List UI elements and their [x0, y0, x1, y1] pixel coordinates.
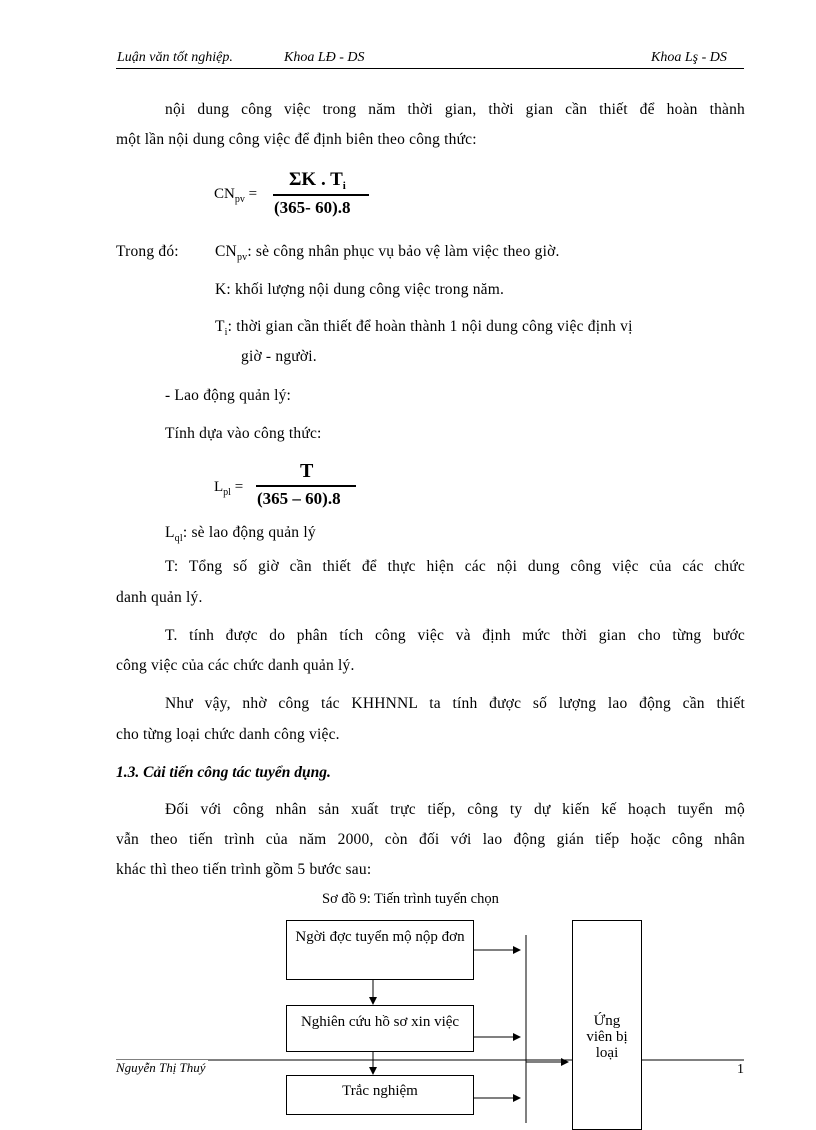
rec-line2: vẫn theo tiến trình của năm 2000, còn đối với lao động gián tiếp hoặc công nhân [116, 831, 745, 848]
p1-line1: nội dung công việc trong năm thời gian, thời gian cần thiết để hoàn thành [165, 101, 745, 118]
mgmt-formula-intro: Tính dựa vào công thức: [165, 425, 322, 442]
t-calc-line1: T. tính được do phân tích công việc và định mức thời gian cho từng bước [165, 627, 745, 644]
formula2-numerator: T [300, 460, 314, 482]
khhnnl-line1: Như vậy, nhờ công tác KHHNNL ta tính được số lượng lao động cần thiết [165, 695, 745, 712]
header-center-title: Khoa LĐ - DS [284, 50, 365, 65]
lql-def: $L_{ql}$: sè lao động quản lý [165, 524, 316, 544]
step1-box [286, 920, 474, 980]
mgmt-label: - Lao động quản lý: [165, 387, 292, 404]
header-right-title: Khoa Lş - DS [651, 50, 727, 65]
header-left-title: Luận văn tốt nghiệp. [117, 50, 233, 65]
step3-box [286, 1075, 474, 1115]
footer-author: Nguyễn Thị Thuý [116, 1060, 206, 1075]
khhnnl-line2: cho từng loại chức danh công việc. [116, 726, 340, 743]
section-heading: 1.3. Cải tiến công tác tuyển dụng. [116, 764, 331, 781]
t-def-line2: danh quản lý. [116, 589, 203, 606]
diagram-caption: Sơ đồ 9: Tiến trình tuyển chọn [322, 891, 499, 907]
formula2-denominator: (365 – 60).8 [257, 489, 341, 508]
t-calc-line2: công việc của các chức danh quản lý. [116, 657, 355, 674]
step2-box [286, 1005, 474, 1052]
where-t: $T_i$: thời gian cần thiết để hoàn thành 1 nội dung công việc định vị [215, 318, 633, 338]
where-k: K: khối lượng nội dung công việc trong năm. [215, 281, 505, 298]
where-t-line2: giờ - người. [241, 348, 317, 365]
rejected-box [572, 920, 642, 1130]
footer-page-number: 1 [737, 1062, 744, 1077]
step1-label: Ngời đợc tuyển mộ nộp đơn [295, 929, 465, 945]
step3-label: Trắc nghiệm [342, 1083, 418, 1099]
rejected-label: Ứng viên bị loại [586, 1013, 628, 1061]
where-label: Trong đó: [116, 243, 179, 260]
t-def-line1: T: Tổng số giờ cần thiết để thực hiện các nội dung công việc của các chức [165, 558, 745, 575]
formula2-lhs: $L_{pl}$ = [214, 479, 244, 498]
p1-line2: một lần nội dung công việc để định biên theo công thức: [116, 131, 477, 148]
formula1-numerator: ΣK . $T_i$ [289, 169, 346, 192]
formula1-denominator: (365- 60).8 [274, 198, 351, 217]
where-cn: $CN_{pv}$: sè công nhân phục vụ bảo vệ làm việc theo giờ. [215, 243, 560, 263]
rec-line3: khác thì theo tiến trình gồm 5 bước sau: [116, 861, 372, 878]
formula1-lhs: $CN_{pv}$ = [214, 186, 258, 205]
rec-line1: Đối với công nhân sản xuất trực tiếp, công ty dự kiến kế hoạch tuyển mộ [165, 801, 745, 818]
step2-label: Nghiên cứu hồ sơ xin việc [300, 1014, 460, 1030]
